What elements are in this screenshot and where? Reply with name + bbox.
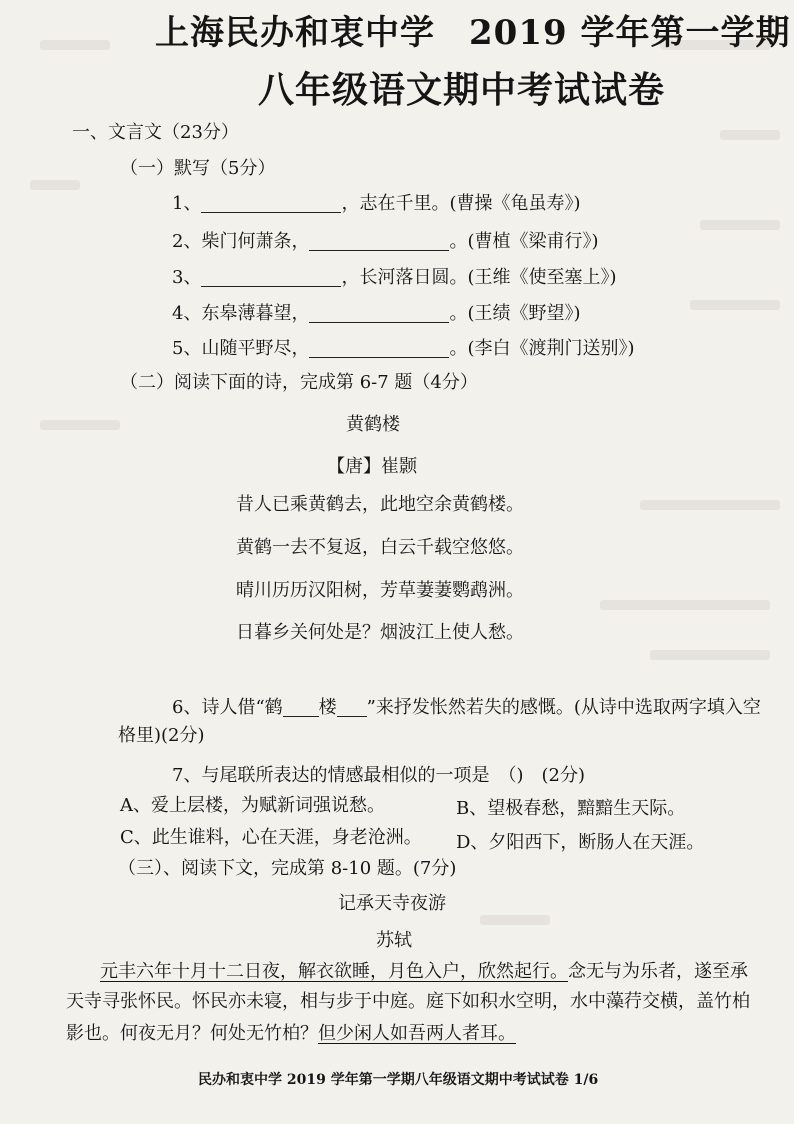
poem-line: 昔人已乘黄鹤去，此地空余黄鹤楼。: [236, 494, 524, 515]
dictation-item-4: 4、东皋薄暮望， 。(王绩《野望》): [172, 303, 581, 324]
essay-title: 记承天寺夜游: [338, 893, 446, 914]
answer-blank[interactable]: [283, 700, 319, 717]
question-6: 6、诗人借“鹤 楼 ”来抒发怅然若失的感慨。(从诗中选取两字填入空: [172, 697, 761, 718]
essay-author: 苏轼: [376, 930, 412, 951]
school-name: 上海民办和衷中学: [155, 13, 435, 53]
exam-title-line1: [155, 13, 791, 53]
option-d: D、夕阳西下，断肠人在天涯。: [456, 832, 705, 853]
footer-text: 民办和衷中学 2019 学年第一学期八年级语文期中考试试卷: [198, 1072, 569, 1088]
essay-line-3: 影也。何夜无月？何处无竹柏？但少闲人如吾两人者耳。: [66, 1023, 516, 1044]
essay-line-1: 元丰六年十月十二日夜，解衣欲睡，月色入户，欣然起行。念无与为乐者，遂至承: [100, 961, 748, 982]
dictation-item-1: 1、 ，志在千里。(曹操《龟虽寿》): [172, 193, 581, 214]
exam-title-line2: 八年级语文期中考试试卷: [258, 69, 666, 111]
answer-blank[interactable]: [309, 234, 449, 251]
underlined-sentence: 元丰六年十月十二日夜，解衣欲睡，月色入户，欣然起行。: [100, 961, 568, 982]
part1-heading: （一）默写（5分）: [120, 158, 276, 179]
option-a: A、爱上层楼，为赋新词强说愁。: [120, 795, 385, 816]
page-footer: [198, 1073, 598, 1087]
question-6-cont: 格里)(2分): [118, 725, 205, 746]
poem-line: 日暮乡关何处是？烟波江上使人愁。: [236, 622, 524, 643]
poem-author: 【唐】崔颢: [327, 456, 417, 477]
dictation-item-3: 3、 ，长河落日圆。(王维《使至塞上》): [172, 267, 617, 288]
question-7: 7、与尾联所表达的情感最相似的一项是 （) (2分): [172, 765, 585, 786]
part2-heading: （二）阅读下面的诗，完成第 6-7 题（4分）: [120, 372, 478, 393]
answer-blank[interactable]: [201, 270, 341, 287]
term-label: 2019 学年第一学期: [469, 13, 791, 53]
underlined-sentence: 但少闲人如吾两人者耳。: [318, 1023, 516, 1044]
answer-blank[interactable]: [309, 306, 449, 323]
page-number: 1/6: [573, 1072, 599, 1088]
answer-blank[interactable]: [201, 196, 341, 213]
dictation-item-5: 5、山随平野尽， 。(李白《渡荆门送别》): [172, 338, 635, 359]
poem-line: 黄鹤一去不复返，白云千载空悠悠。: [236, 537, 524, 558]
answer-blank[interactable]: [309, 341, 449, 358]
poem-line: 晴川历历汉阳树，芳草萋萋鹦鹉洲。: [236, 580, 524, 601]
essay-line-2: 天寺寻张怀民。怀民亦未寝，相与步于中庭。庭下如积水空明，水中藻荇交横，盖竹柏: [66, 991, 750, 1012]
option-c: C、此生谁料，心在天涯，身老沧洲。: [120, 827, 422, 848]
option-b: B、望极春愁，黯黯生天际。: [456, 798, 686, 819]
poem-title: 黄鹤楼: [346, 414, 400, 435]
section-heading: 一、文言文（23分）: [72, 122, 239, 143]
answer-blank[interactable]: [337, 700, 367, 717]
dictation-item-2: 2、柴门何萧条， 。(曹植《梁甫行》): [172, 231, 599, 252]
part3-heading: （三）、阅读下文，完成第 8-10 题。(7分): [118, 858, 457, 879]
